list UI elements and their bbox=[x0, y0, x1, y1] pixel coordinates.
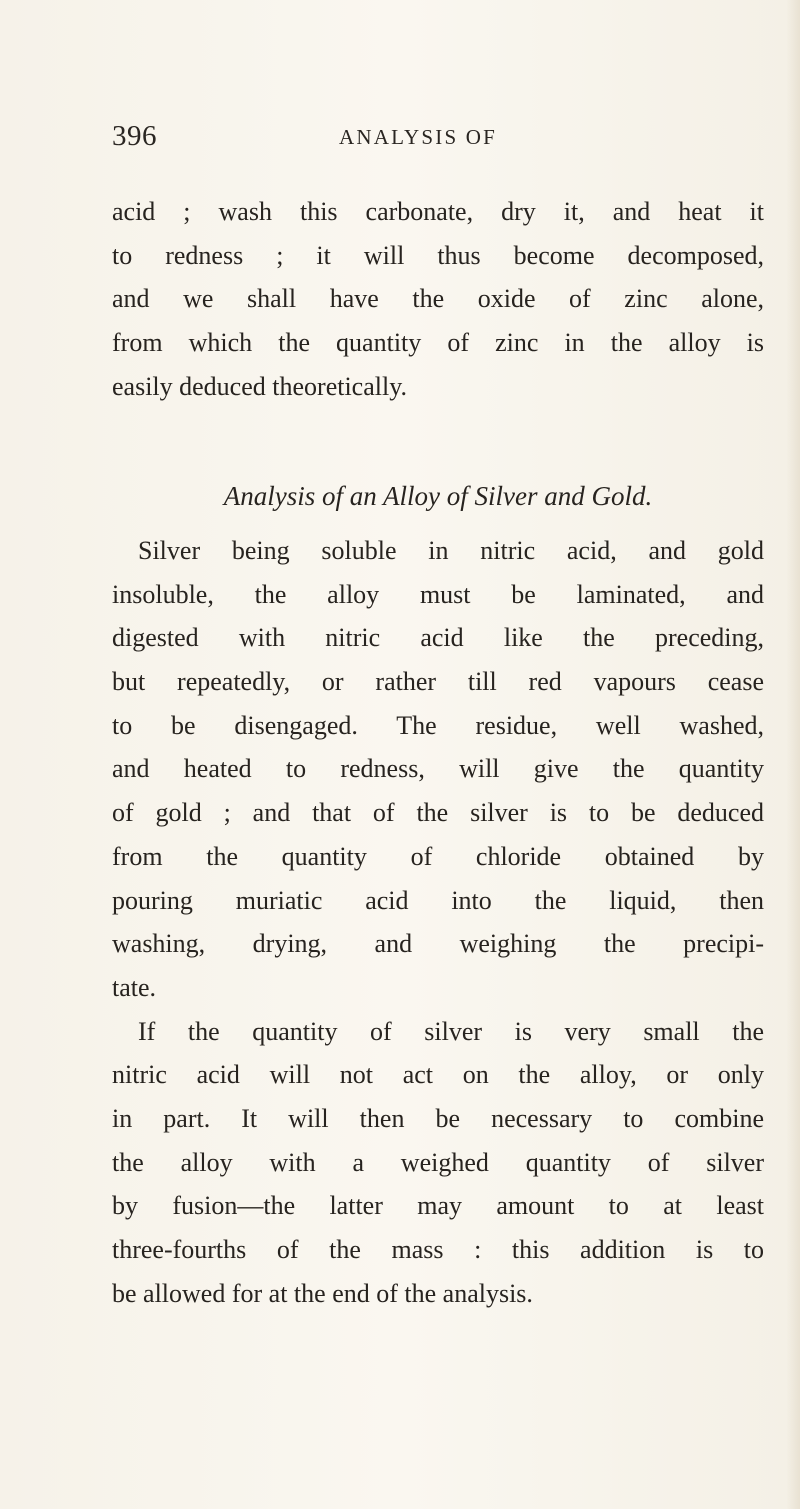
text-line: the alloy with a weighed quantity of silver bbox=[112, 1147, 764, 1177]
page-header bbox=[112, 118, 762, 158]
text-line: to redness ; it will thus become decomposed, bbox=[112, 240, 764, 270]
text-line: of gold ; and that of the silver is to be deduced bbox=[112, 798, 764, 828]
running-head: ANALYSIS OF bbox=[339, 125, 498, 149]
text-line: to be disengaged. The residue, well washed, bbox=[112, 710, 764, 740]
section-body bbox=[112, 529, 764, 1315]
text-line: easily deduced theoretically. bbox=[112, 371, 408, 401]
text-line: digested with nitric acid like the preceding, bbox=[112, 623, 764, 653]
text-line: be allowed for at the end of the analysis. bbox=[112, 1278, 533, 1308]
text-line: acid ; wash this carbonate, dry it, and heat it bbox=[112, 197, 764, 226]
text-line: in part. It will then be necessary to combine bbox=[112, 1103, 764, 1133]
continued-paragraph bbox=[112, 190, 764, 408]
text-line: three-fourths of the mass : this addition is to bbox=[112, 1235, 764, 1264]
text-line: Silver being soluble in nitric acid, and gold bbox=[138, 536, 764, 565]
section-heading: Analysis of an Alloy of Silver and Gold. bbox=[223, 481, 653, 511]
text-line: insoluble, the alloy must be laminated, and bbox=[112, 579, 764, 609]
text-line: from which the quantity of zinc in the alloy is bbox=[112, 328, 764, 358]
text-line: nitric acid will not act on the alloy, or only bbox=[112, 1060, 764, 1090]
text-line: from the quantity of chloride obtained by bbox=[112, 841, 764, 871]
text-line: and heated to redness, will give the quantity bbox=[112, 754, 764, 784]
text-line: by fusion—the latter may amount to at least bbox=[112, 1191, 764, 1221]
text-line: tate. bbox=[112, 972, 157, 1002]
page-number: 396 bbox=[112, 120, 157, 152]
text-line: and we shall have the oxide of zinc alone, bbox=[112, 284, 764, 314]
text-line: washing, drying, and weighing the precipi- bbox=[112, 929, 764, 959]
text-line: pouring muriatic acid into the liquid, then bbox=[112, 885, 764, 915]
text-line: but repeatedly, or rather till red vapours cease bbox=[112, 667, 764, 697]
text-line: If the quantity of silver is very small the bbox=[138, 1016, 764, 1046]
page-edge-shadow bbox=[786, 0, 800, 1509]
